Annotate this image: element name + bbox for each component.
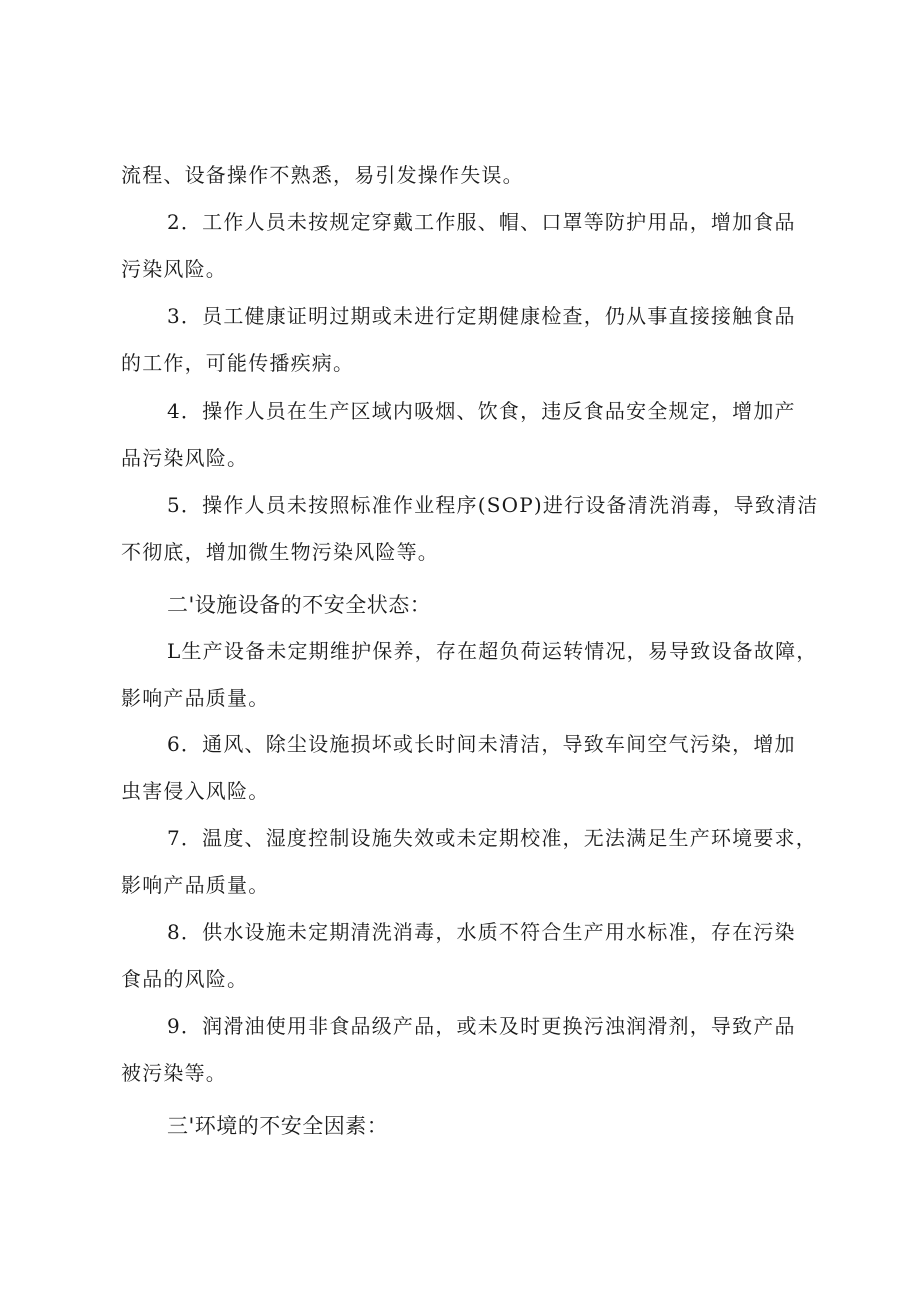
section-heading: 二'设施设备的不安全状态：	[167, 593, 432, 617]
paragraph-line: 流程、设备操作不熟悉，易引发操作失误。	[121, 163, 524, 187]
paragraph-line: 5．操作人员未按照标准作业程序(SOP)进行设备清洗消毒，导致清洁	[167, 493, 819, 517]
paragraph-line: 的工作，可能传播疾病。	[121, 351, 355, 375]
paragraph-line: L生产设备未定期维护保养，存在超负荷运转情况，易导致设备故障，	[167, 639, 818, 663]
paragraph-line: 污染风险。	[121, 257, 227, 281]
paragraph-line: 6．通风、除尘设施损坏或长时间未清洁，导致车间空气污染，增加	[167, 732, 796, 756]
paragraph-line: 影响产品质量。	[121, 686, 270, 710]
paragraph-line: 8．供水设施未定期清洗消毒，水质不符合生产用水标准，存在污染	[167, 920, 796, 944]
paragraph-line: 影响产品质量。	[121, 873, 270, 897]
paragraph-line: 不彻底，增加微生物污染风险等。	[121, 540, 439, 564]
paragraph-line: 9．润滑油使用非食品级产品，或未及时更换污浊润滑剂，导致产品	[167, 1014, 796, 1038]
paragraph-line: 2．工作人员未按规定穿戴工作服、帽、口罩等防护用品，增加食品	[167, 210, 796, 234]
paragraph-line: 4．操作人员在生产区域内吸烟、饮食，违反食品安全规定，增加产	[167, 399, 796, 423]
paragraph-line: 被污染等。	[121, 1061, 227, 1085]
paragraph-line: 7．温度、湿度控制设施失效或未定期校准，无法满足生产环境要求，	[167, 826, 817, 850]
paragraph-line: 品污染风险。	[121, 446, 249, 470]
paragraph-line: 食品的风险。	[121, 967, 249, 991]
paragraph-line: 3．员工健康证明过期或未进行定期健康检查，仍从事直接接触食品	[167, 304, 796, 328]
paragraph-line: 虫害侵入风险。	[121, 779, 270, 803]
section-heading: 三'环境的不安全因素：	[167, 1114, 389, 1138]
